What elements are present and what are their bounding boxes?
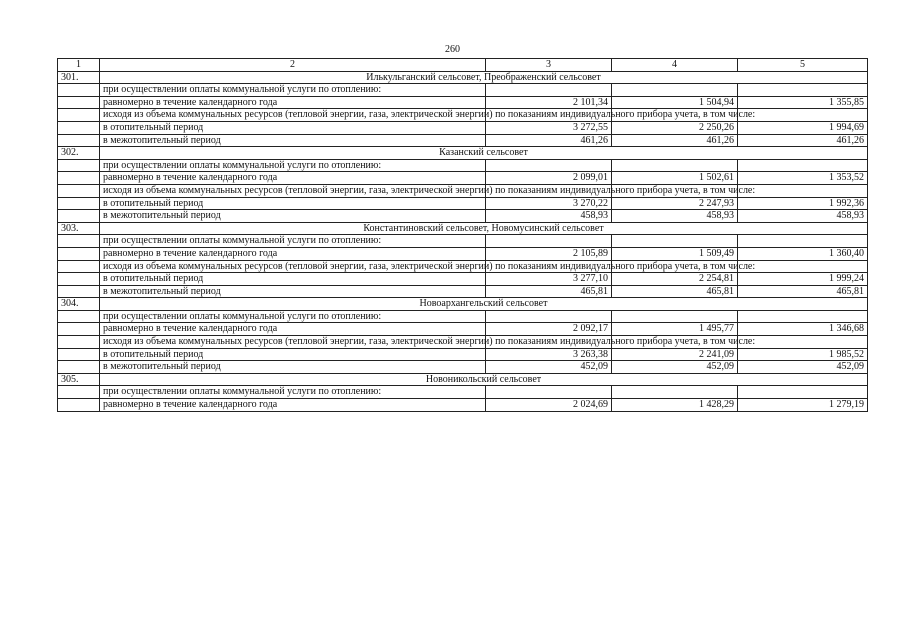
section-index: 302. [58,147,100,160]
value-cell: 452,09 [612,361,738,374]
column-header: 4 [612,59,738,72]
column-header-row [58,59,868,72]
empty-cell [612,235,738,248]
heating-row [58,121,868,134]
empty-cell [58,260,100,273]
column-header: 3 [486,59,612,72]
empty-cell [58,184,100,197]
empty-cell [738,84,868,97]
column-header: 1 [58,59,100,72]
row-label: при осуществлении оплаты коммунальной услуги по отоплению: [100,84,486,97]
value-cell: 3 263,38 [486,348,612,361]
metered-row [58,260,868,273]
empty-cell [58,235,100,248]
nonheating-row [58,210,868,223]
value-cell: 2 024,69 [486,399,612,412]
value-cell: 1 985,52 [738,348,868,361]
section-row [58,222,868,235]
empty-cell [58,84,100,97]
uniform-row [58,172,868,185]
nonheating-row [58,285,868,298]
tariff-table [57,58,868,412]
row-label: в межотопительный период [100,134,486,147]
row-label: в межотопительный период [100,210,486,223]
heading-row [58,235,868,248]
section-index: 305. [58,373,100,386]
row-label: исходя из объема коммунальных ресурсов (тепловой энергии, газа, электрической энергии) по показаниям индивидуального прибора учета, в том числе: [100,184,486,197]
section-name: Илькульганский сельсовет, Преображенский сельсовет [100,71,868,84]
empty-cell [612,159,738,172]
section-row [58,373,868,386]
heading-row [58,84,868,97]
uniform-row [58,399,868,412]
empty-cell [486,386,612,399]
page-number: 260 [445,44,460,55]
row-label: в межотопительный период [100,285,486,298]
nonheating-row [58,361,868,374]
value-cell: 2 105,89 [486,247,612,260]
value-cell: 2 254,81 [612,273,738,286]
section-name: Константиновский сельсовет, Новомусинский сельсовет [100,222,868,235]
empty-cell [612,310,738,323]
value-cell: 1 504,94 [612,96,738,109]
empty-cell [58,386,100,399]
value-cell: 1 509,49 [612,247,738,260]
row-label: при осуществлении оплаты коммунальной услуги по отоплению: [100,159,486,172]
value-cell: 452,09 [486,361,612,374]
section-row [58,147,868,160]
value-cell: 1 353,52 [738,172,868,185]
value-cell: 1 502,61 [612,172,738,185]
row-label: исходя из объема коммунальных ресурсов (тепловой энергии, газа, электрической энергии) по показаниям индивидуального прибора учета, в том числе: [100,260,486,273]
row-label: при осуществлении оплаты коммунальной услуги по отоплению: [100,310,486,323]
value-cell: 2 099,01 [486,172,612,185]
heating-row [58,348,868,361]
empty-cell [58,121,100,134]
heading-row [58,310,868,323]
empty-cell [486,159,612,172]
value-cell: 2 247,93 [612,197,738,210]
empty-cell [612,84,738,97]
column-header: 5 [738,59,868,72]
row-label: исходя из объема коммунальных ресурсов (тепловой энергии, газа, электрической энергии) по показаниям индивидуального прибора учета, в том числе: [100,109,486,122]
row-label: при осуществлении оплаты коммунальной услуги по отоплению: [100,235,486,248]
value-cell: 458,93 [486,210,612,223]
empty-cell [738,184,868,197]
empty-cell [486,84,612,97]
row-label: в отопительный период [100,197,486,210]
empty-cell [58,361,100,374]
value-cell: 1 999,24 [738,273,868,286]
empty-cell [738,260,868,273]
uniform-row [58,247,868,260]
value-cell: 1 428,29 [612,399,738,412]
value-cell: 2 092,17 [486,323,612,336]
row-label: равномерно в течение календарного года [100,96,486,109]
value-cell: 461,26 [612,134,738,147]
value-cell: 461,26 [738,134,868,147]
row-label: в отопительный период [100,348,486,361]
value-cell: 2 101,34 [486,96,612,109]
section-row [58,298,868,311]
empty-cell [58,348,100,361]
empty-cell [58,210,100,223]
value-cell: 3 277,10 [486,273,612,286]
row-label: исходя из объема коммунальных ресурсов (тепловой энергии, газа, электрической энергии) по показаниям индивидуального прибора учета, в том числе: [100,336,486,349]
empty-cell [738,386,868,399]
row-label: равномерно в течение календарного года [100,323,486,336]
value-cell: 461,26 [486,134,612,147]
value-cell: 3 270,22 [486,197,612,210]
uniform-row [58,96,868,109]
empty-cell [58,323,100,336]
empty-cell [58,134,100,147]
heating-row [58,273,868,286]
empty-cell [738,159,868,172]
empty-cell [738,310,868,323]
value-cell: 465,81 [612,285,738,298]
heating-row [58,197,868,210]
empty-cell [486,310,612,323]
empty-cell [738,109,868,122]
metered-row [58,184,868,197]
value-cell: 3 272,55 [486,121,612,134]
empty-cell [58,336,100,349]
empty-cell [58,159,100,172]
row-label: в межотопительный период [100,361,486,374]
section-index: 301. [58,71,100,84]
value-cell: 1 346,68 [738,323,868,336]
section-index: 303. [58,222,100,235]
empty-cell [58,247,100,260]
metered-row [58,336,868,349]
row-label: в отопительный период [100,121,486,134]
value-cell: 1 992,36 [738,197,868,210]
empty-cell [486,235,612,248]
value-cell: 458,93 [612,210,738,223]
value-cell: 1 994,69 [738,121,868,134]
empty-cell [58,96,100,109]
row-label: равномерно в течение календарного года [100,399,486,412]
empty-cell [58,197,100,210]
value-cell: 2 250,26 [612,121,738,134]
heading-row [58,386,868,399]
empty-cell [738,235,868,248]
value-cell: 1 495,77 [612,323,738,336]
column-header: 2 [100,59,486,72]
section-name: Новоархангельский сельсовет [100,298,868,311]
value-cell: 1 279,19 [738,399,868,412]
empty-cell [58,273,100,286]
value-cell: 465,81 [738,285,868,298]
value-cell: 452,09 [738,361,868,374]
empty-cell [58,172,100,185]
uniform-row [58,323,868,336]
empty-cell [58,285,100,298]
section-name: Новоникольский сельсовет [100,373,868,386]
empty-cell [612,386,738,399]
value-cell: 2 241,09 [612,348,738,361]
value-cell: 465,81 [486,285,612,298]
value-cell: 1 360,40 [738,247,868,260]
row-label: равномерно в течение календарного года [100,247,486,260]
metered-row [58,109,868,122]
empty-cell [58,109,100,122]
row-label: равномерно в течение календарного года [100,172,486,185]
section-name: Казанский сельсовет [100,147,868,160]
value-cell: 458,93 [738,210,868,223]
empty-cell [58,399,100,412]
value-cell: 1 355,85 [738,96,868,109]
row-label: в отопительный период [100,273,486,286]
row-label: при осуществлении оплаты коммунальной услуги по отоплению: [100,386,486,399]
section-index: 304. [58,298,100,311]
empty-cell [58,310,100,323]
heading-row [58,159,868,172]
empty-cell [738,336,868,349]
nonheating-row [58,134,868,147]
section-row [58,71,868,84]
